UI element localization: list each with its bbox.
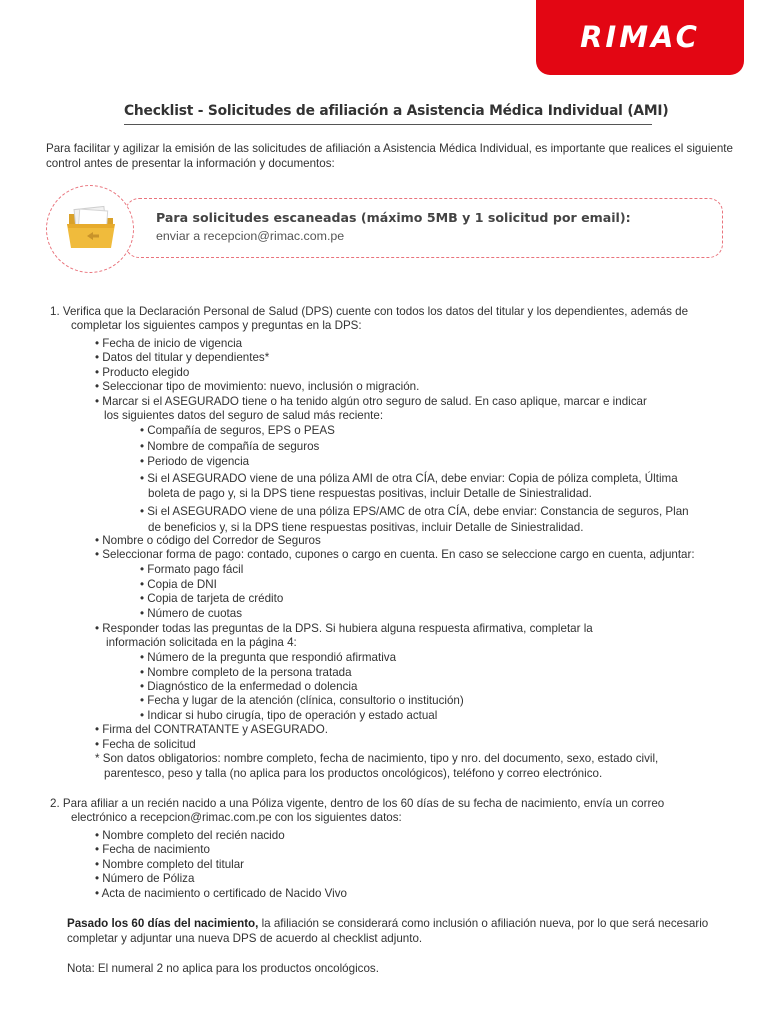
- list-item: • Nombre completo del recién nacido: [95, 829, 285, 842]
- list-item: • Producto elegido: [95, 366, 190, 379]
- folder-icon: [47, 186, 135, 274]
- sub-list-item: • Copia de tarjeta de crédito: [140, 592, 284, 605]
- required-fields-note-cont: parentesco, peso y talla (no aplica para los productos oncológicos), teléfono y correo electrónico.: [104, 767, 603, 780]
- oncology-note: Nota: El numeral 2 no aplica para los productos oncológicos.: [67, 962, 379, 975]
- sub-list-item: • Diagnóstico de la enfermedad o dolencia: [140, 680, 358, 693]
- intro-paragraph: Para facilitar y agilizar la emisión de las solicitudes de afiliación a Asistencia Médica Individual, es importante que realices el siguiente control antes de presentar la información y documentos:: [46, 142, 733, 170]
- list-item: • Fecha de inicio de vigencia: [95, 337, 243, 350]
- list-item: • Seleccionar tipo de movimiento: nuevo, inclusión o migración.: [95, 380, 420, 393]
- deadline-text: la afiliación se considerará como inclusión o afiliación nueva, por lo que será necesario: [261, 917, 709, 930]
- sub-list-item: • Si el ASEGURADO viene de una póliza EPS/AMC de otra CÍA, debe enviar: Constancia de seguros, Plan: [140, 505, 689, 518]
- sub-list-item: • Si el ASEGURADO viene de una póliza AMI de otra CÍA, debe enviar: Copia de póliza completa, Última: [140, 472, 678, 485]
- page-title: Checklist - Solicitudes de afiliación a Asistencia Médica Individual (AMI): [124, 103, 669, 119]
- list-item: • Seleccionar forma de pago: contado, cupones o cargo en cuenta. En caso se seleccione cargo en cuenta, adjuntar:: [95, 548, 695, 561]
- list-item: • Fecha de solicitud: [95, 738, 196, 751]
- list-item: • Marcar si el ASEGURADO tiene o ha tenido algún otro seguro de salud. En caso aplique, marcar e indicar: [95, 395, 647, 408]
- item-2-intro-cont: electrónico a recepcion@rimac.com.pe con los siguientes datos:: [71, 811, 402, 824]
- sub-list-item-cont: boleta de pago y, si la DPS tiene respuestas positivas, incluir Detalle de Siniestralidad.: [148, 487, 592, 500]
- deadline-lead: Pasado los 60 días del nacimiento,: [67, 917, 259, 930]
- item-1-intro-cont: completar los siguientes campos y preguntas en la DPS:: [71, 319, 362, 332]
- list-item: • Responder todas las preguntas de la DPS. Si hubiera alguna respuesta afirmativa, completar la: [95, 622, 593, 635]
- title-underline: [124, 124, 652, 125]
- item-1-intro: 1. Verifica que la Declaración Personal de Salud (DPS) cuente con todos los datos del titular y los dependientes, además de: [50, 305, 689, 318]
- list-item: • Fecha de nacimiento: [95, 843, 210, 856]
- item-2-intro: 2. Para afiliar a un recién nacido a una Póliza vigente, dentro de los 60 días de su fecha de nacimiento, envía un correo: [50, 797, 665, 810]
- sub-list-item: • Periodo de vigencia: [140, 455, 250, 468]
- sub-list-item: • Compañía de seguros, EPS o PEAS: [140, 424, 335, 437]
- list-item: • Nombre o código del Corredor de Seguros: [95, 534, 321, 547]
- sub-list-item: • Número de cuotas: [140, 607, 243, 620]
- deadline-paragraph-cont: completar y adjuntar una nueva DPS de acuerdo al checklist adjunto.: [67, 932, 423, 945]
- list-item: • Datos del titular y dependientes*: [95, 351, 270, 364]
- sub-list-item: • Indicar si hubo cirugía, tipo de operación y estado actual: [140, 709, 438, 722]
- list-item: • Número de Póliza: [95, 872, 195, 885]
- list-item-cont: información solicitada en la página 4:: [106, 636, 297, 649]
- callout-email[interactable]: enviar a recepcion@rimac.com.pe: [156, 229, 345, 243]
- rimac-logo: RIMAC: [536, 0, 744, 75]
- list-item: • Firma del CONTRATANTE y ASEGURADO.: [95, 723, 328, 736]
- sub-list-item: • Fecha y lugar de la atención (clínica, consultorio o institución): [140, 694, 464, 707]
- sub-list-item: • Número de la pregunta que respondió afirmativa: [140, 651, 397, 664]
- sub-list-item: • Nombre de compañía de seguros: [140, 440, 320, 453]
- sub-list-item: • Copia de DNI: [140, 578, 217, 591]
- folder-badge: [46, 185, 134, 273]
- sub-list-item-cont: de beneficios y, si la DPS tiene respuestas positivas, incluir Detalle de Siniestralidad.: [148, 521, 584, 534]
- sub-list-item: • Formato pago fácil: [140, 563, 244, 576]
- deadline-paragraph: [67, 917, 708, 932]
- list-item: • Acta de nacimiento o certificado de Nacido Vivo: [95, 887, 347, 900]
- sub-list-item: • Nombre completo de la persona tratada: [140, 666, 352, 679]
- list-item-cont: los siguientes datos del seguro de salud más reciente:: [104, 409, 384, 422]
- scanned-requests-callout: [125, 198, 723, 258]
- callout-title: Para solicitudes escaneadas (máximo 5MB y 1 solicitud por email):: [156, 210, 631, 225]
- required-fields-note: * Son datos obligatorios: nombre completo, fecha de nacimiento, tipo y nro. del documento, sexo, estado civil,: [95, 752, 659, 765]
- list-item: • Nombre completo del titular: [95, 858, 245, 871]
